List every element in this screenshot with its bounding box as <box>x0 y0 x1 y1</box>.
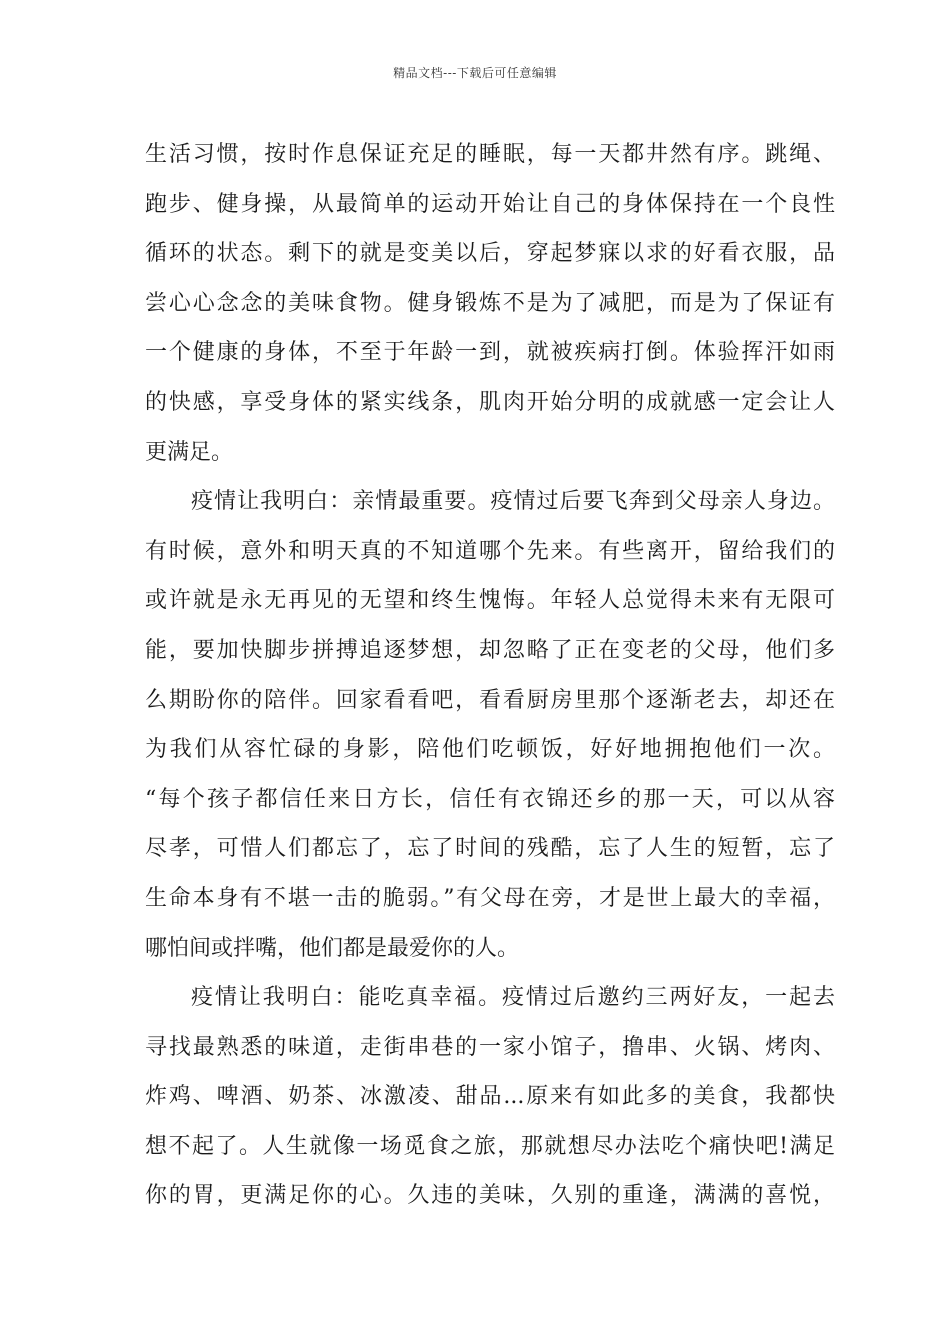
text-line: 或许就是永无再见的无望和终生愧悔。年轻人总觉得未来有无限可 <box>145 588 835 614</box>
text-line: 疫情让我明白：亲情最重要。疫情过后要飞奔到父母亲人身边。 <box>191 489 835 515</box>
text-line: 么期盼你的陪伴。回家看看吧，看看厨房里那个逐渐老去，却还在 <box>145 687 835 713</box>
text-line: 你的胃，更满足你的心。久违的美味，久别的重逢，满满的喜悦， <box>145 1183 835 1209</box>
text-line: 有时候，意外和明天真的不知道哪个先来。有些离开，留给我们的 <box>145 538 835 564</box>
text-line: 尝心心念念的美味食物。健身锻炼不是为了减肥，而是为了保证有 <box>145 290 835 316</box>
body-text <box>145 130 835 1221</box>
text-line: 生命本身有不堪一击的脆弱。”有父母在旁，才是世上最大的幸福， <box>145 885 835 911</box>
text-line: 循环的状态。剩下的就是变美以后，穿起梦寐以求的好看衣服，品 <box>145 241 835 267</box>
text-line: 的快感，享受身体的紧实线条，肌肉开始分明的成就感一定会让人 <box>145 389 835 415</box>
text-line: 跑步、健身操，从最简单的运动开始让自己的身体保持在一个良性 <box>145 191 835 217</box>
text-line: 尽孝，可惜人们都忘了，忘了时间的残酷，忘了人生的短暂，忘了 <box>145 836 835 862</box>
text-line: 更满足。 <box>145 439 234 465</box>
text-line: 炸鸡、啤酒、奶茶、冰激凌、甜品...原来有如此多的美食，我都快 <box>145 1084 835 1110</box>
text-line: 疫情让我明白：能吃真幸福。疫情过后邀约三两好友，一起去 <box>191 985 835 1011</box>
text-line: 为我们从容忙碌的身影，陪他们吃顿饭，好好地拥抱他们一次。 <box>145 737 835 763</box>
text-line: 想不起了。人生就像一场觅食之旅，那就想尽办法吃个痛快吧!满足 <box>145 1133 835 1159</box>
text-line: 哪怕间或拌嘴，他们都是最爱你的人。 <box>145 935 520 961</box>
text-line: 寻找最熟悉的味道，走街串巷的一家小馆子，撸串、火锅、烤肉、 <box>145 1034 835 1060</box>
text-line: 生活习惯，按时作息保证充足的睡眠，每一天都井然有序。跳绳、 <box>145 142 835 167</box>
text-line: 一个健康的身体，不至于年龄一到，就被疾病打倒。体验挥汗如雨 <box>145 340 835 366</box>
text-line: 能，要加快脚步拼搏追逐梦想，却忽略了正在变老的父母，他们多 <box>145 637 835 663</box>
page-header: 精品文档---下载后可任意编辑 <box>393 66 557 80</box>
text-line: “每个孩子都信任来日方长，信任有衣锦还乡的那一天，可以从容 <box>145 786 835 812</box>
